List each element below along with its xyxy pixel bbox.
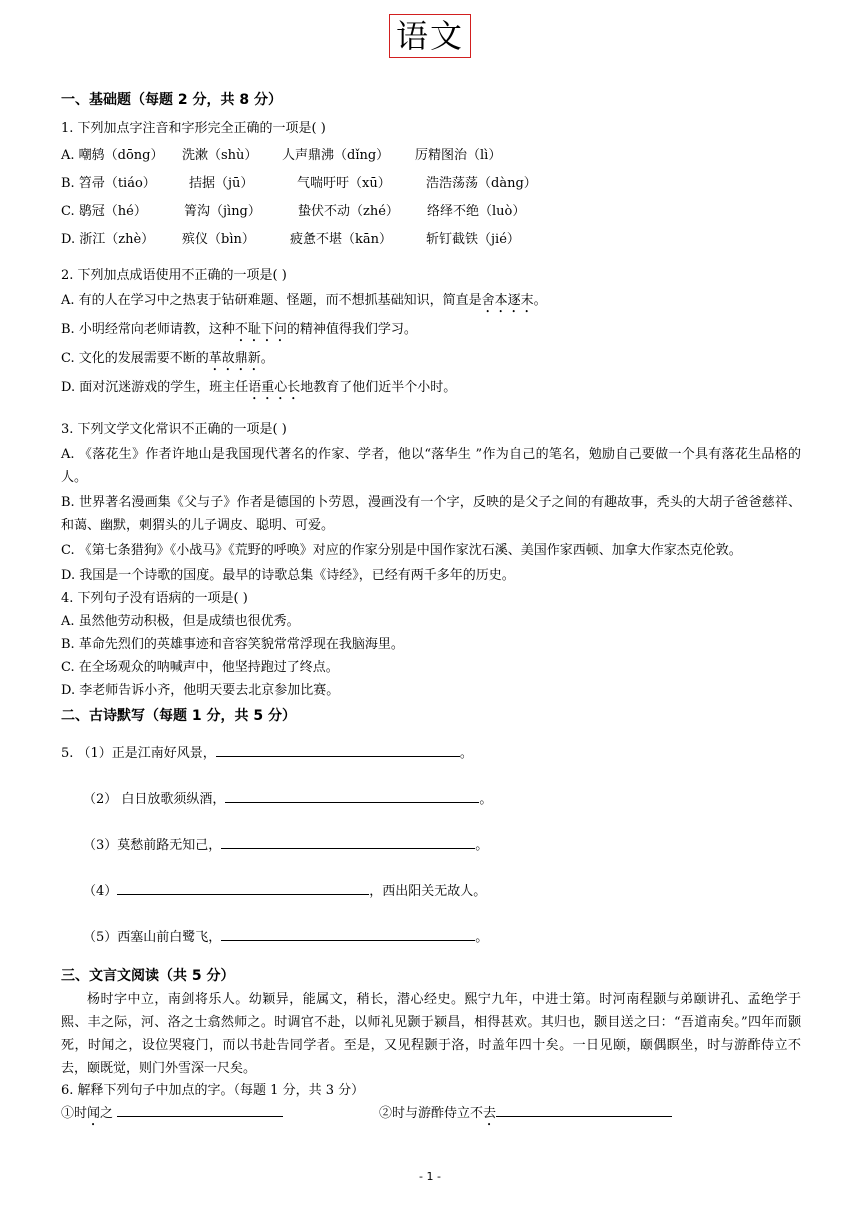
poem-line-4: （4） ，西出阳关无故人。 xyxy=(61,880,801,902)
exam-content xyxy=(61,88,801,1122)
question-6-stem: 6. 解释下列句子中加点的字。（每题 1 分，共 3 分） xyxy=(61,1083,365,1098)
question-2-option-d: D. 面对沉迷游戏的学生，班主任语重心长地教育了他们近半个小时。 xyxy=(61,380,457,395)
answer-blank-5[interactable] xyxy=(221,926,475,941)
section-heading-2: 二、古诗默写（每题 1 分，共 5 分） xyxy=(61,708,296,724)
section-heading-3: 三、文言文阅读（共 5 分） xyxy=(61,968,235,984)
poem-line-3: （3）莫愁前路无知己， 。 xyxy=(61,834,801,856)
question-6-items xyxy=(61,1102,801,1122)
page-title: 语文 xyxy=(389,14,471,58)
question-1-option-a: A. 嘲鸫（dōng） 洗漱（shù） 人声鼎沸（dǐng） 厉精图治（lì） xyxy=(61,148,502,163)
question-1-option-c: C. 鹖冠（hé） 箐沟（jìng） 蛰伏不动（zhé） 络绎不绝（luò） xyxy=(61,204,526,219)
poem-line-1: 5. （1）正是江南好风景， 。 xyxy=(61,742,801,764)
section-heading-1: 一、基础题（每题 2 分，共 8 分） xyxy=(61,92,282,108)
question-3-stem: 3. 下列文学文化常识不正确的一项是( ) xyxy=(61,422,287,437)
question-2-option-a: A. 有的人在学习中之热衷于钻研难题、怪题，而不想抓基础知识，简直是舍本逐末。 xyxy=(61,293,547,308)
answer-blank-2[interactable] xyxy=(225,788,479,803)
question-6-item-2: ②时与游酢侍立不去 xyxy=(379,1102,672,1129)
answer-blank-1[interactable] xyxy=(216,742,460,757)
answer-blank-3[interactable] xyxy=(221,834,475,849)
question-3-option-c: C. 《第七条猎狗》《小战马》《荒野的呼唤》对应的作家分别是中国作家沈石溪、美国作家西顿、加拿大作家杰克伦敦。 xyxy=(61,543,742,558)
question-2-option-c: C. 文化的发展需要不断的革故鼎新。 xyxy=(61,351,274,366)
question-3-option-a: A. 《落花生》作者许地山是我国现代著名的作家、学者，他以“落华生 ”作为自己的笔名，勉励自己要做一个具有落花生品格的人。 xyxy=(61,447,801,485)
question-4-option-d: D. 李老师告诉小齐，他明天要去北京参加比赛。 xyxy=(61,683,340,698)
question-3-option-d: D. 我国是一个诗歌的国度。最早的诗歌总集《诗经》，已经有两千多年的历史。 xyxy=(61,568,515,583)
classical-passage: 杨时字中立，南剑将乐人。幼颖异，能属文，稍长，潜心经史。熙宁九年，中进士第。时河南程颢与弟颐讲孔、孟绝学于熙、丰之际，河、洛之士翕然师之。时调官不赴，以师礼见颢于颍昌，相得甚欢。其归也，颢目送之曰：“吾道南矣。”四年而颢死，时闻之，设位哭寝门，而以书赴告同学者。至是，又见程颢于洛，时盖年四十矣。一日见颐，颐偶瞑坐，时与游酢侍立不去，颐既觉，则门外雪深一尺矣。 xyxy=(61,992,801,1076)
poem-line-2: （2） 白日放歌须纵酒， 。 xyxy=(61,788,801,810)
question-2-option-b: B. 小明经常向老师请教，这种不耻下问的精神值得我们学习。 xyxy=(61,322,417,337)
title-area xyxy=(0,14,860,58)
question-1-option-d: D. 浙江（zhè） 殡仪（bìn） 疲惫不堪（kān） 斩钉截铁（jié） xyxy=(61,232,520,247)
question-4-option-a: A. 虽然他劳动积极，但是成绩也很优秀。 xyxy=(61,614,300,629)
question-1-option-b: B. 笤帚（tiáo） 拮据（jū） 气喘吁吁（xū） 浩浩荡荡（dàng） xyxy=(61,176,537,191)
question-2-stem: 2. 下列加点成语使用不正确的一项是( ) xyxy=(61,268,287,283)
poem-line-5: （5）西塞山前白鹭飞， 。 xyxy=(61,926,801,948)
question-1-stem: 1. 下列加点字注音和字形完全正确的一项是( ) xyxy=(61,121,326,136)
answer-blank-6-2[interactable] xyxy=(496,1102,672,1117)
question-4-option-c: C. 在全场观众的呐喊声中，他坚持跑过了终点。 xyxy=(61,660,339,675)
answer-blank-6-1[interactable] xyxy=(117,1102,283,1117)
question-6-item-1: ①时闻之 xyxy=(61,1102,283,1129)
question-3-option-b: B. 世界著名漫画集《父与子》作者是德国的卜劳恩，漫画没有一个字，反映的是父子之间的有趣故事，秃头的大胡子爸爸慈祥、和蔼、幽默，刺猬头的儿子调皮、聪明、可爱。 xyxy=(61,495,801,533)
question-4-stem: 4. 下列句子没有语病的一项是( ) xyxy=(61,591,248,606)
page-number: - 1 - xyxy=(419,1170,441,1183)
question-4-option-b: B. 革命先烈们的英雄事迹和音容笑貌常常浮现在我脑海里。 xyxy=(61,637,404,652)
answer-blank-4[interactable] xyxy=(117,880,369,895)
